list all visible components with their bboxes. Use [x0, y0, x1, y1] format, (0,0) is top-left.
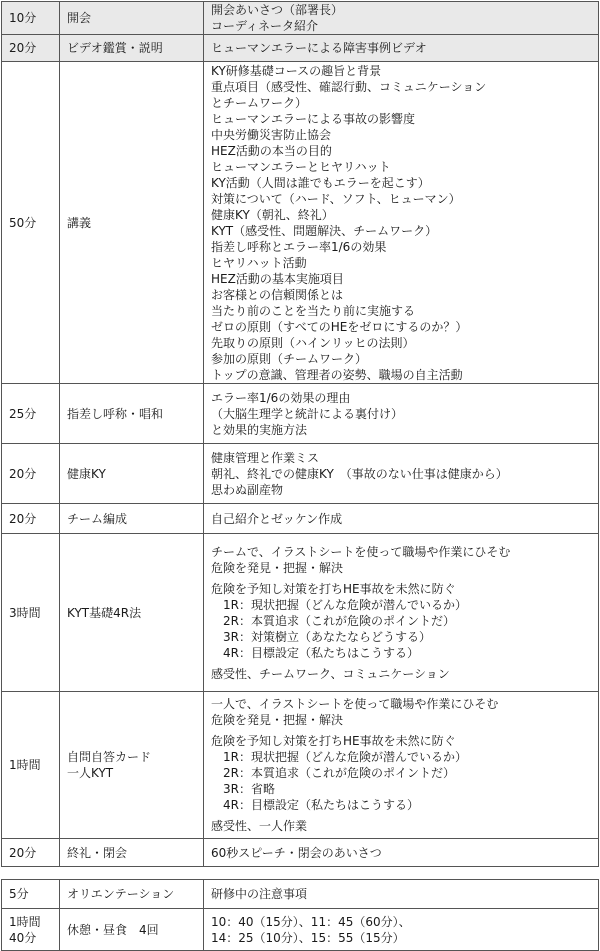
table-row: [2, 909, 599, 951]
session-cell: 休憩・昼食 4回: [60, 909, 204, 951]
session-cell: ビデオ鑑賞・説明: [60, 35, 204, 62]
duration-cell: 25分: [2, 384, 60, 444]
duration-cell: 50分: [2, 62, 60, 384]
detail-line: 当たり前のことを当たり前に実施する: [211, 303, 416, 318]
details-cell: [204, 2, 599, 35]
detail-line: 重点項目（感受性、確認行動、コミュニケーション: [211, 79, 487, 94]
session-cell: 健康KY: [60, 444, 204, 504]
detail-line: とチームワーク）: [211, 95, 308, 110]
duration-cell: 1時間: [2, 692, 60, 839]
detail-line: 一人で、イラストシートを使って職場や作業にひそむ: [211, 697, 499, 711]
detail-line: コーディネータ紹介: [211, 19, 319, 33]
session-cell: 自問自答カード 一人KYT: [60, 692, 204, 839]
table-row: [2, 2, 599, 35]
detail-line: 開会あいさつ（部署長）: [211, 3, 344, 17]
detail-line: KY研修基礎コースの趣旨と背景: [211, 63, 382, 78]
session-cell: 開会: [60, 2, 204, 35]
table-row: [2, 35, 599, 62]
table-row: [2, 504, 599, 534]
detail-line: 自己紹介とゼッケン作成: [211, 511, 343, 526]
session-cell: オリエンテーション: [60, 880, 204, 909]
detail-line: エラー率1/6の効果の理由: [211, 390, 351, 405]
table-row: [2, 384, 599, 444]
detail-line: 対策について（ハード、ソフト、ヒューマン）: [211, 191, 461, 206]
table-row: [2, 444, 599, 504]
detail-line: 感受性、一人作業: [211, 819, 308, 833]
session-cell: KYT基礎4R法: [60, 534, 204, 692]
detail-line: KY活動（人間は誰でもエラーを起こす）: [211, 175, 430, 190]
detail-line: ヒューマンエラーによる事故の影響度: [211, 111, 416, 126]
table-row: [2, 62, 599, 384]
detail-line: （大脳生理学と統計による裏付け）: [211, 406, 404, 421]
detail-line: 4R：目標設定（私たちはこうする）: [223, 645, 419, 660]
table-row: [2, 534, 599, 692]
detail-line: 中央労働災害防止協会: [211, 127, 332, 142]
detail-line: お客様との信頼関係とは: [211, 287, 344, 302]
detail-line: 2R：本質追求（これが危険のポイントだ）: [223, 613, 455, 628]
detail-line: 2R：本質追求（これが危険のポイントだ）: [223, 766, 455, 780]
detail-line: 先取りの原則（ハインリッヒの法則）: [211, 335, 415, 350]
detail-line: 10：40（15分）、11：45（60分）、: [211, 914, 411, 929]
details-cell: [204, 35, 599, 62]
detail-line: 1R：現状把握（どんな危険が潜んでいるか）: [223, 597, 467, 612]
detail-line: 健康KY（朝礼、終礼）: [211, 207, 334, 222]
detail-line: 4R：目標設定（私たちはこうする）: [223, 798, 419, 812]
detail-line: 3R：対策樹立（あなたならどうする）: [223, 629, 431, 644]
details-cell: [204, 909, 599, 951]
detail-line: ヒューマンエラーとヒヤリハット: [211, 159, 391, 174]
duration-cell: 5分: [2, 880, 60, 909]
table-row: [2, 692, 599, 839]
session-cell: 指差し呼称・唱和: [60, 384, 204, 444]
detail-line: と効果的実施方法: [211, 422, 308, 437]
detail-line: KYT（感受性、問題解決、チームワーク）: [211, 223, 438, 238]
detail-line: 感受性、チームワーク、コミュニケーション: [211, 666, 450, 681]
detail-line: 60秒スピーチ・閉会のあいさつ: [211, 845, 382, 860]
detail-line: 危険を発見・把握・解決: [211, 713, 344, 727]
table-row: [2, 880, 599, 909]
duration-cell: 3時間: [2, 534, 60, 692]
detail-line: ヒューマンエラーによる障害事例ビデオ: [211, 41, 427, 55]
session-cell: 終礼・閉会: [60, 839, 204, 867]
table-row: [2, 839, 599, 867]
detail-line: 健康管理と作業ミス: [211, 450, 320, 465]
detail-line: 1R：現状把握（どんな危険が潜んでいるか）: [223, 750, 467, 764]
duration-cell: 1時間 40分: [2, 909, 60, 951]
detail-line: 思わぬ副産物: [211, 482, 284, 497]
session-cell: チーム編成: [60, 504, 204, 534]
detail-line: 研修中の注意事項: [211, 887, 308, 901]
duration-cell: 20分: [2, 35, 60, 62]
detail-line: トップの意識、管理者の姿勢、職場の自主活動: [211, 367, 463, 382]
detail-line: 危険を発見・把握・解決: [211, 560, 344, 575]
detail-line: チームで、イラストシートを使って職場や作業にひそむ: [211, 544, 511, 559]
details-cell: [204, 880, 599, 909]
detail-line: 危険を予知し対策を打ちHE事故を未然に防ぐ: [211, 581, 456, 596]
session-cell: 講義: [60, 62, 204, 384]
detail-line: HEZ活動の基本実施項目: [211, 271, 344, 286]
detail-line: HEZ活動の本当の目的: [211, 143, 332, 158]
detail-line: 14：25（10分）、15：55（15分）: [211, 930, 405, 945]
detail-line: 参加の原則（チームワーク）: [211, 351, 368, 366]
detail-line: 危険を予知し対策を打ちHE事故を未然に防ぐ: [211, 734, 456, 748]
details-cell: [204, 444, 599, 504]
details-cell: [204, 534, 599, 692]
duration-cell: 20分: [2, 839, 60, 867]
details-cell: [204, 839, 599, 867]
duration-cell: 20分: [2, 444, 60, 504]
detail-line: 指差し呼称とエラー率1/6の効果: [211, 239, 387, 254]
detail-line: 3R：省略: [223, 782, 275, 796]
detail-line: 朝礼、終礼での健康KY （事故のない仕事は健康から）: [211, 466, 508, 481]
schedule-table-supplementary: [1, 879, 599, 951]
duration-cell: 10分: [2, 2, 60, 35]
details-cell: [204, 692, 599, 839]
duration-cell: 20分: [2, 504, 60, 534]
detail-line: ヒヤリハット活動: [211, 255, 307, 270]
schedule-table-main: [1, 1, 599, 867]
details-cell: [204, 62, 599, 384]
details-cell: [204, 384, 599, 444]
detail-line: ゼロの原則（すべてのHEをゼロにするのか？）: [211, 319, 468, 334]
details-cell: [204, 504, 599, 534]
